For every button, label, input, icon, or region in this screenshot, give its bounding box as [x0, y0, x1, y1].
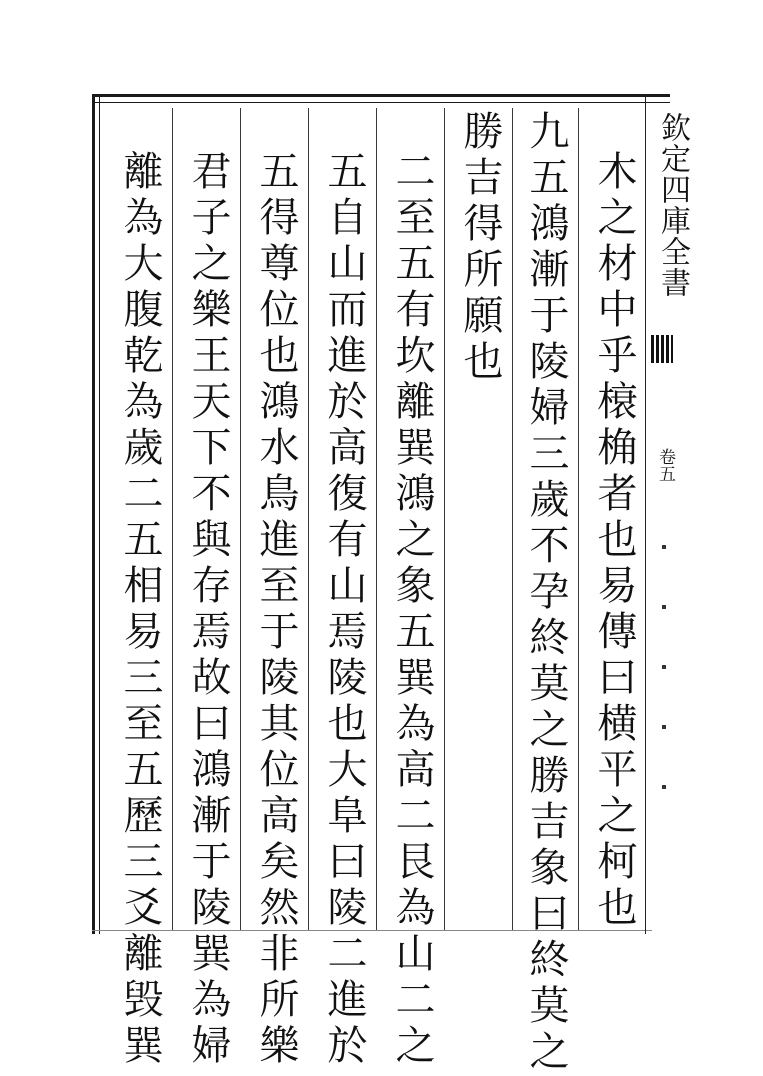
margin-dots: [662, 545, 666, 805]
fishtail-mark: [651, 335, 673, 363]
volume-label: 卷五: [655, 448, 675, 482]
text-column-7: 君子之樂王天下不與存焉故曰鴻漸于陵巽為婦: [185, 150, 231, 1070]
column-rule: [444, 108, 445, 930]
text-column-1: 木之材中乎榱桷者也易傳曰横平之柯也: [591, 150, 637, 932]
column-rule: [172, 108, 173, 930]
text-column-4: 二至五有坎離巽鴻之象五巽為高二艮為山二之: [389, 150, 435, 1070]
book-title: 欽定四庫全書: [655, 112, 690, 298]
text-column-6: 五得尊位也鴻水鳥進至于陵其位高矣然非所樂: [253, 150, 299, 1070]
text-column-3: 勝吉得所願也: [457, 110, 503, 386]
text-column-5: 五自山而進於高復有山焉陵也大阜曰陵二進於: [321, 150, 367, 1070]
column-rule: [240, 108, 241, 930]
text-column-2: 九五鴻漸于陵婦三歲不孕終莫之勝吉象曰終莫之: [523, 110, 569, 1076]
frame-left-border: [92, 94, 100, 934]
column-rule: [578, 108, 579, 930]
column-rule: [376, 108, 377, 930]
column-rule: [308, 108, 309, 930]
fold-line: [645, 94, 646, 934]
frame-top-border: [92, 94, 670, 103]
column-rule: [512, 108, 513, 930]
text-column-8: 離為大腹乾為歲二五相易三至五歷三爻離毁巽: [117, 150, 163, 1070]
